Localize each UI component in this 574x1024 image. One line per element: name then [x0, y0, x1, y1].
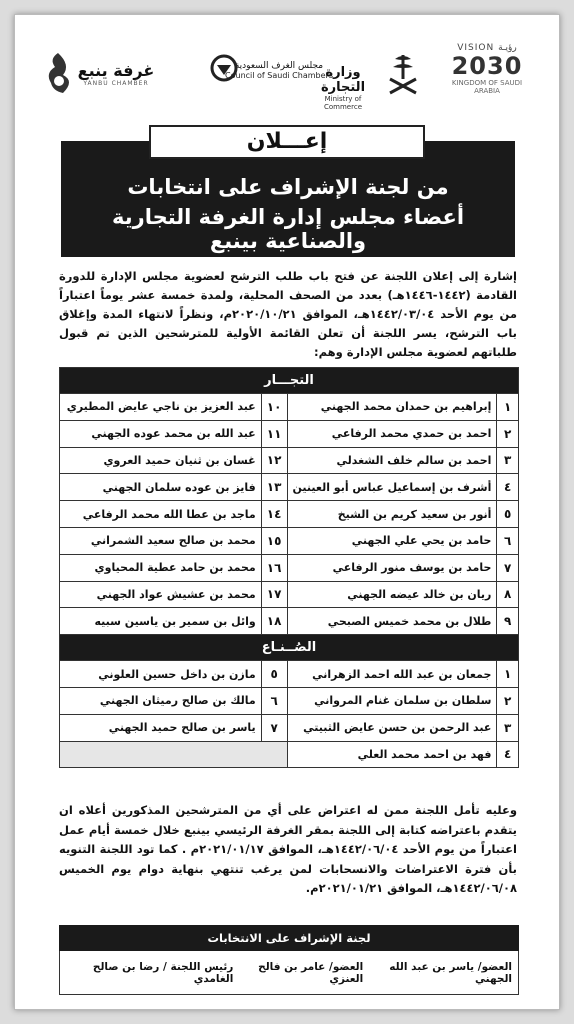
announcement-page — [14, 14, 560, 1010]
table-row — [60, 501, 519, 528]
candidate-name: محمد بن عشيش عواد الجهني — [60, 581, 262, 608]
candidate-name: مالك بن صالح رميثان الجهني — [60, 687, 262, 714]
candidate-number: ٥ — [497, 501, 519, 528]
candidate-name: ريان بن خالد عيضه الجهني — [287, 581, 497, 608]
committee-chair: رئيس اللجنة / رضا بن صالح الغامدي — [92, 960, 234, 985]
candidate-number: ١ — [497, 394, 519, 421]
candidate-number: ٩ — [497, 608, 519, 635]
candidate-name: ياسر بن صالح حميد الجهني — [60, 714, 262, 741]
candidate-number: ٤ — [497, 741, 519, 768]
banner-line-1: من لجنة الإشراف على انتخابات — [127, 175, 449, 199]
candidate-name: محمد بن حامد عطية المحياوي — [60, 554, 262, 581]
table-row — [60, 420, 519, 447]
candidate-name: فايز بن عوده سلمان الجهني — [60, 474, 262, 501]
committee-title: لجنة الإشراف على الانتخابات — [59, 925, 519, 951]
candidate-name: حامد بن يحي علي الجهني — [287, 527, 497, 554]
committee-members — [59, 951, 519, 995]
candidates-table — [59, 367, 519, 768]
committee-box — [59, 925, 519, 995]
table-row — [60, 661, 519, 688]
closing-paragraph: وعليه تأمل اللجنة ممن له اعتراض على أي من المترشحين المذكورين أعلاه ان يتقدم باعتراضه كتابة إلى اللجنة بمقر الغرفة الرئيسي بينبع خلال خمسة أيام عمل اعتباراً من يوم الأحد ١٤٤٢/٠٦/٠٤هـ، الموافق ٢٠٢١/٠١/١٧م . كما تود اللجنة التنويه بأن فترة الاعتراضات والانسحابات لمن يرغب تنتهي بنهاية دوام يوم الخميس ١٤٤٢/٠٦/٠٨هـ، الموافق ٢٠٢١/٠١/٢١م. — [59, 803, 517, 896]
candidate-name: عبد الله بن محمد عوده الجهني — [60, 420, 262, 447]
table-row — [60, 714, 519, 741]
candidate-name: وائل بن سمير بن ياسين سبيه — [60, 608, 262, 635]
candidate-name: احمد بن سالم خلف الشغدلي — [287, 447, 497, 474]
candidate-number: ٨ — [497, 581, 519, 608]
logo-bar — [41, 43, 533, 123]
candidate-number: ١٧ — [261, 581, 287, 608]
yanbu-chamber-logo: غرفة ينبع YANBU CHAMBER — [41, 61, 191, 87]
announcement-label: إعـــلان — [149, 125, 425, 159]
candidate-number: ١٣ — [261, 474, 287, 501]
candidate-name: ماجد بن عطا الله محمد الرفاعي — [60, 501, 262, 528]
candidate-name: إبراهيم بن حمدان محمد الجهني — [287, 394, 497, 421]
candidate-number: ٤ — [497, 474, 519, 501]
table-row — [60, 581, 519, 608]
candidate-name: فهد بن احمد محمد العلي — [287, 741, 497, 768]
candidate-name: حامد بن يوسف منور الرفاعي — [287, 554, 497, 581]
candidate-number: ١٥ — [261, 527, 287, 554]
candidate-number: ٢ — [497, 687, 519, 714]
candidate-number: ٦ — [261, 687, 287, 714]
candidate-name: غسان بن ثنيان حميد العروي — [60, 447, 262, 474]
yanbu-flame-icon — [41, 51, 75, 99]
candidate-name: أشرف بن إسماعيل عباس أبو العينين — [287, 474, 497, 501]
vision-2030-logo: VISION رؤيـة 2030 KINGDOM OF SAUDI ARABIA — [451, 43, 523, 95]
empty-cell — [60, 741, 288, 768]
table-row — [60, 474, 519, 501]
candidate-number: ١٢ — [261, 447, 287, 474]
candidate-name: عبد الرحمن بن حسن عايض الثبيتي — [287, 714, 497, 741]
candidate-number: ١٤ — [261, 501, 287, 528]
candidate-number: ١٨ — [261, 608, 287, 635]
candidate-number: ١١ — [261, 420, 287, 447]
candidate-name: عبد العزيز بن ناجي عايض المطيري — [60, 394, 262, 421]
traders-header-row — [60, 368, 519, 394]
table-row — [60, 394, 519, 421]
candidate-number: ٢ — [497, 420, 519, 447]
council-of-saudi-chambers-logo: مجلس الغرف السعودية Council of Saudi Chambers — [209, 55, 349, 80]
table-row — [60, 554, 519, 581]
candidate-name: طلال بن محمد خميس الصبحي — [287, 608, 497, 635]
candidate-number: ١٠ — [261, 394, 287, 421]
banner-line-2: أعضاء مجلس إدارة الغرفة التجارية والصناعية بينبع — [111, 205, 465, 253]
candidate-number: ٧ — [261, 714, 287, 741]
committee-member: العضو/ ياسر بن عبد الله الجهني — [389, 960, 512, 985]
candidate-number: ٣ — [497, 447, 519, 474]
globe-icon — [209, 53, 239, 87]
table-row — [60, 741, 519, 768]
candidate-number: ٦ — [497, 527, 519, 554]
table-row — [60, 527, 519, 554]
candidate-number: ١٦ — [261, 554, 287, 581]
table-row — [60, 608, 519, 635]
candidate-number: ٣ — [497, 714, 519, 741]
traders-header: التجـــار — [60, 368, 519, 394]
candidate-name: سلطان بن سلمان غنام المرواني — [287, 687, 497, 714]
candidate-name: احمد بن حمدي محمد الرفاعي — [287, 420, 497, 447]
candidate-name: محمد بن صالح سعيد الشمراني — [60, 527, 262, 554]
candidate-name: جمعان بن عبد الله احمد الزهراني — [287, 661, 497, 688]
table-row — [60, 447, 519, 474]
ministry-of-commerce-logo: وزارة التجارة Ministry of Commerce — [320, 65, 366, 111]
candidate-number: ١ — [497, 661, 519, 688]
candidate-name: أنور بن سعيد كريم بن الشيخ — [287, 501, 497, 528]
saudi-emblem-icon — [385, 53, 421, 101]
candidate-number: ٧ — [497, 554, 519, 581]
candidate-name: مازن بن داخل حسين العلوني — [60, 661, 262, 688]
committee-member: العضو/ عامر بن فالح العنزي — [258, 960, 364, 985]
industrialists-header: الصُــنـاع — [60, 635, 519, 661]
industrialists-header-row — [60, 635, 519, 661]
candidate-number: ٥ — [261, 661, 287, 688]
table-row — [60, 687, 519, 714]
intro-paragraph: إشارة إلى إعلان اللجنة عن فتح باب طلب الترشح لعضوية مجلس الإدارة للدورة القادمة (١٤٤٢-١٤٤٦هـ) بعدد من الصحف المحلية، ولمدة خمسة عشر يوماً اعتباراً من يوم الأحد ١٤٤٢/٠٣/٠٤هـ، الموافق ٢٠٢٠/١٠/٢١م، ونظراً لانتهاء المدة وإغلاق باب الترشح، يسر اللجنة أن تعلن القائمة الأولية للمترشحين الذين تم قبول طلباتهم لعضوية مجلس الإدارة وهم: — [59, 269, 517, 359]
